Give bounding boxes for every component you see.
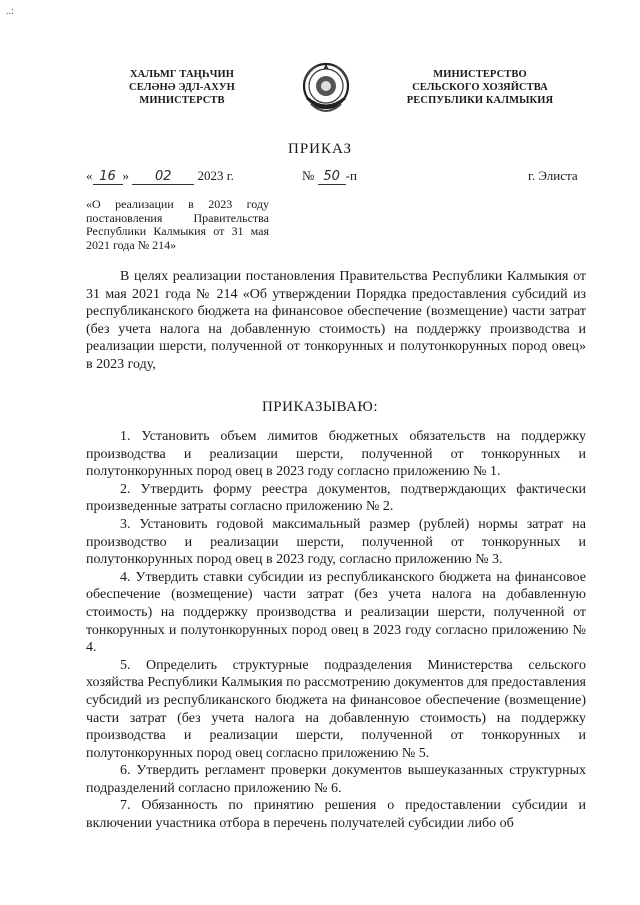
header-left-line: МИНИСТЕРСТВ xyxy=(139,95,225,106)
kalmykia-coat-of-arms-icon xyxy=(299,58,353,120)
number-prefix: № xyxy=(302,168,315,183)
header-right-ministry-russian xyxy=(400,68,560,107)
order-date xyxy=(86,168,234,185)
date-day: 16 xyxy=(93,169,123,185)
header-right-line: СЕЛЬСКОГО ХОЗЯЙСТВА xyxy=(412,82,548,93)
order-item: 4. Утвердить ставки субсидии из республиканского бюджета на финансовое обеспечение (возмещение) части затрат (без учета налога на добавленную стоимость) на поддержку производства и реализации шерсти, полученной от тонкорунных и полутонкорунных пород овец в 2023 году согласно приложению № 4. xyxy=(86,569,586,656)
issue-city: г. Элиста xyxy=(528,168,578,183)
order-item: 3. Установить годовой максимальный размер (рублей) нормы затрат на производство и реализации шерсти, полученной от тонкорунных и полутонкорунных пород овец в 2023 году, согласно приложению № 3. xyxy=(86,516,586,568)
date-month: 02 xyxy=(132,169,194,185)
order-item: 6. Утвердить регламент проверки документов вышеуказанных структурных подразделений согласно приложению № 6. xyxy=(86,763,586,796)
date-close-quote: » xyxy=(122,168,129,183)
header-left-ministry-kalmyk xyxy=(108,68,256,107)
header-left-line: СЕЛӘНӘ ЭДЛ-АХУН xyxy=(129,82,235,93)
scan-mark: ..: xyxy=(6,6,14,17)
preamble-paragraph: В целях реализации постановления Правительства Республики Калмыкия от 31 мая 2021 года № 214 «Об утверждении Порядка предоставления субсидий из республиканского бюджета на финансовое обеспечение (возмещение) части затрат (без учета налога на добавленную стоимость) на поддержку производства и реализации шерсти, полученной от тонкорунных и полутонкорунных пород овец» в 2023 году, xyxy=(86,269,586,372)
order-number xyxy=(302,168,357,185)
header-right-line: МИНИСТЕРСТВО xyxy=(433,69,527,80)
document-type-title: ПРИКАЗ xyxy=(288,141,352,157)
order-item: 5. Определить структурные подразделения Министерства сельского хозяйства Республики Калмыкия по рассмотрению документов для предоставления субсидий из республиканского бюджета на финансовое обеспечение (возмещение) части затрат (без учета налога на добавленную стоимость) на поддержку производства и реализации шерсти, полученной от тонкорунных и полутонкорунных пород овец согласно приложению № 5. xyxy=(86,657,586,761)
order-item: 1. Установить объем лимитов бюджетных обязательств на поддержку производства и реализации шерсти, полученной от тонкорунных и полутонкорунных пород овец в 2023 году согласно приложению № 1. xyxy=(86,429,586,480)
header-left-line: ХАЛЬМГ ТАҢҺЧИН xyxy=(129,69,235,80)
order-item: 2. Утвердить форму реестра документов, подтверждающих фактически произведенные затраты согласно приложению № 2. xyxy=(86,481,586,515)
number-value: 50 xyxy=(318,169,346,185)
number-suffix: -п xyxy=(345,168,357,183)
order-items-list xyxy=(86,428,586,833)
header-right-line: РЕСПУБЛИКИ КАЛМЫКИЯ xyxy=(406,95,554,106)
order-directive-heading: ПРИКАЗЫВАЮ: xyxy=(261,399,379,415)
date-year: 2023 г. xyxy=(197,168,234,183)
order-item: 7. Обязанность по принятию решения о предоставлении субсидии и включении участника отбора в перечень получателей субсидии либо об xyxy=(86,798,586,832)
date-open-quote: « xyxy=(86,168,93,183)
order-subject: «О реализации в 2023 году постановления Правительства Республики Калмыкия от 31 мая 2021 года № 214» xyxy=(86,197,269,252)
